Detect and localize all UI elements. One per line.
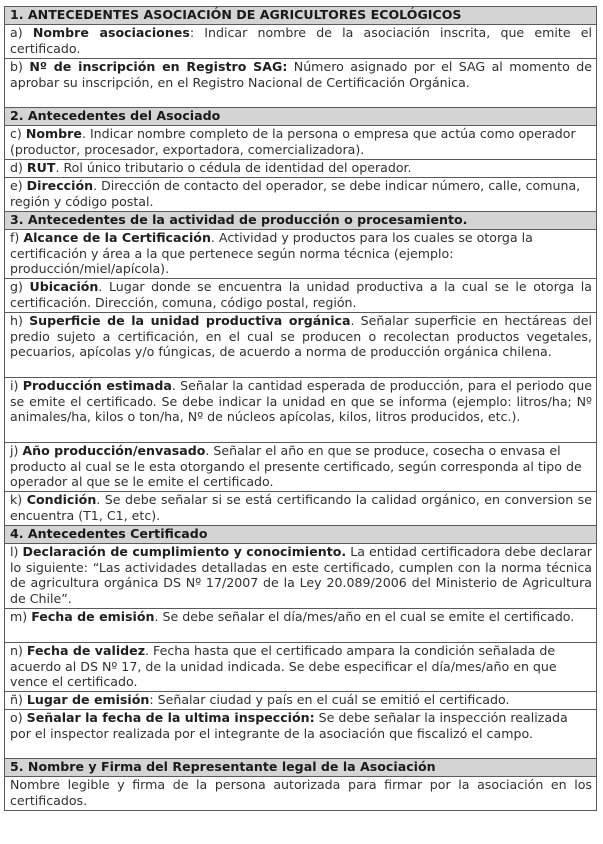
item-j — [5, 443, 597, 492]
item-term: Declaración de cumplimiento y conocimiento. — [22, 544, 347, 559]
item-term: Superficie de la unidad productiva orgánica — [29, 313, 351, 328]
item-enye — [5, 692, 597, 710]
item-o — [5, 710, 597, 759]
item-prefix: d) — [10, 160, 27, 175]
item-term: Nº de inscripción en Registro SAG: — [29, 59, 288, 74]
item-m — [5, 609, 597, 643]
item-row — [5, 609, 597, 643]
item-k — [5, 492, 597, 526]
item-row — [5, 710, 597, 759]
item-d — [5, 160, 597, 178]
item-prefix: n) — [10, 643, 27, 658]
item-row — [5, 126, 597, 160]
item-text: Se debe señalar la inspección realizada por el inspector realizada por el integrante de la asociación que fiscalizó el campo. — [10, 710, 568, 741]
section-2-title: 2. Antecedentes del Asociado — [5, 108, 597, 126]
item-term: Producción estimada — [22, 378, 172, 393]
section-header-row — [5, 7, 597, 25]
item-term: Alcance de la Certificación — [23, 230, 211, 245]
item-text: . Dirección de contacto del operador, se debe indicar número, calle, comuna, región y código postal. — [10, 178, 581, 209]
section-header-row — [5, 108, 597, 126]
item-row — [5, 178, 597, 212]
item-row — [5, 692, 597, 710]
section-header-row — [5, 526, 597, 544]
instructions-table — [4, 6, 597, 811]
item-c — [5, 126, 597, 160]
item-prefix: a) — [10, 25, 33, 40]
item-term: Dirección — [26, 178, 94, 193]
item-row — [5, 492, 597, 526]
item-prefix: o) — [10, 710, 27, 725]
item-term: Fecha de validez — [26, 643, 146, 658]
item-prefix: e) — [10, 178, 27, 193]
section-header-row — [5, 212, 597, 230]
item-term: Condición — [26, 492, 97, 507]
item-text: La entidad certificadora debe declarar lo siguiente: “Las actividades detalladas en este certificado, cumplen con la norma técnica de agricultura orgánica DS Nº 17/2007 de la Ley 20.089/2006 del Ministerio de Agricultura de Chile”. — [10, 544, 592, 606]
item-row — [5, 59, 597, 108]
item-prefix: j) — [10, 443, 23, 458]
item-prefix: l) — [10, 544, 23, 559]
item-row — [5, 544, 597, 609]
item-text: . Señalar la cantidad esperada de producción, para el periodo que se emite el certificado. Se debe indicar la unidad en que se informa (ejemplo: litros/ha; Nº animales/ha, kilos o ton/ha, Nº de núcleos apícolas, kilos, litros producidos, etc.). — [10, 378, 592, 425]
item-text: : Indicar nombre de la asociación inscrita, que emite el certificado. — [10, 25, 592, 56]
item-b — [5, 59, 597, 108]
item-e — [5, 178, 597, 212]
item-row — [5, 777, 597, 811]
item-row — [5, 25, 597, 59]
item-term: Ubicación — [29, 279, 99, 294]
item-a — [5, 25, 597, 59]
item-text: . Señalar superficie en hectáreas del predio sujeto a certificación, en el cual se producen o recolectan productos vegetales, pecuarios, apícolas y/o fúngicas, de acuerdo a norma de producción orgánica chilena. — [10, 313, 592, 360]
item-n — [5, 643, 597, 692]
item-prefix: m) — [10, 609, 32, 624]
item-term: Nombre asociaciones — [32, 25, 190, 40]
signature-instructions — [5, 777, 597, 811]
item-text: . Se debe señalar el día/mes/año en el cual se emite el certificado. — [154, 609, 575, 624]
item-text: . Indicar nombre completo de la persona o empresa que actúa como operador (productor, procesador, exportadora, comercializadora). — [10, 126, 576, 157]
item-row — [5, 279, 597, 313]
item-prefix: i) — [10, 378, 23, 393]
item-prefix: g) — [10, 279, 30, 294]
item-text: : Señalar ciudad y país en el cuál se emitió el certificado. — [149, 692, 510, 707]
item-row — [5, 643, 597, 692]
item-prefix: c) — [10, 126, 26, 141]
item-term: Año producción/envasado — [22, 443, 206, 458]
item-text: Número asignado por el SAG al momento de aprobar su inscripción, en el Registro Nacional de Certificación Orgánica. — [10, 59, 592, 90]
item-term: Lugar de emisión — [26, 692, 150, 707]
item-row — [5, 313, 597, 378]
item-text: Nombre legible y firma de la persona autorizada para firmar por la asociación en los certificados. — [10, 777, 592, 808]
item-prefix: f) — [10, 230, 24, 245]
item-row — [5, 378, 597, 443]
item-i — [5, 378, 597, 443]
item-text: . Fecha hasta que el certificado ampara la condición señalada de acuerdo al DS Nº 17, de la unidad indicada. Se debe especificar el día/mes/año en que vence el certificado. — [10, 643, 557, 690]
item-row — [5, 230, 597, 279]
item-h — [5, 313, 597, 378]
item-term: Nombre — [25, 126, 82, 141]
item-prefix: k) — [10, 492, 27, 507]
item-text: . Actividad y productos para los cuales se otorga la certificación y área a la que pertenece según norma técnica (ejemplo: producción/miel/apícola). — [10, 230, 533, 277]
section-1-title: 1. ANTECEDENTES ASOCIACIÓN DE AGRICULTORES ECOLÓGICOS — [5, 7, 597, 25]
item-prefix: b) — [10, 59, 30, 74]
item-prefix: ñ) — [10, 692, 27, 707]
item-row — [5, 160, 597, 178]
item-text: . Rol único tributario o cédula de identidad del operador. — [55, 160, 412, 175]
section-header-row — [5, 759, 597, 777]
section-3-title: 3. Antecedentes de la actividad de producción o procesamiento. — [5, 212, 597, 230]
item-text: . Lugar donde se encuentra la unidad productiva a la cual se le otorga la certificación. Dirección, comuna, código postal, región. — [10, 279, 592, 310]
item-l — [5, 544, 597, 609]
item-prefix: h) — [10, 313, 30, 328]
item-text: . Señalar el año en que se produce, cosecha o envasa el producto al cual se le esta otorgando el presente certificado, según corresponda al tipo de operador al que se le emite el certificado. — [10, 443, 582, 490]
item-row — [5, 443, 597, 492]
item-term: Señalar la fecha de la ultima inspección: — [26, 710, 315, 725]
item-term: RUT — [26, 160, 56, 175]
section-4-title: 4. Antecedentes Certificado — [5, 526, 597, 544]
item-f — [5, 230, 597, 279]
section-5-title: 5. Nombre y Firma del Representante legal de la Asociación — [5, 759, 597, 777]
item-g — [5, 279, 597, 313]
item-text: . Se debe señalar si se está certificando la calidad orgánico, en conversion se encuentra (T1, C1, etc). — [10, 492, 592, 523]
item-term: Fecha de emisión — [31, 609, 155, 624]
